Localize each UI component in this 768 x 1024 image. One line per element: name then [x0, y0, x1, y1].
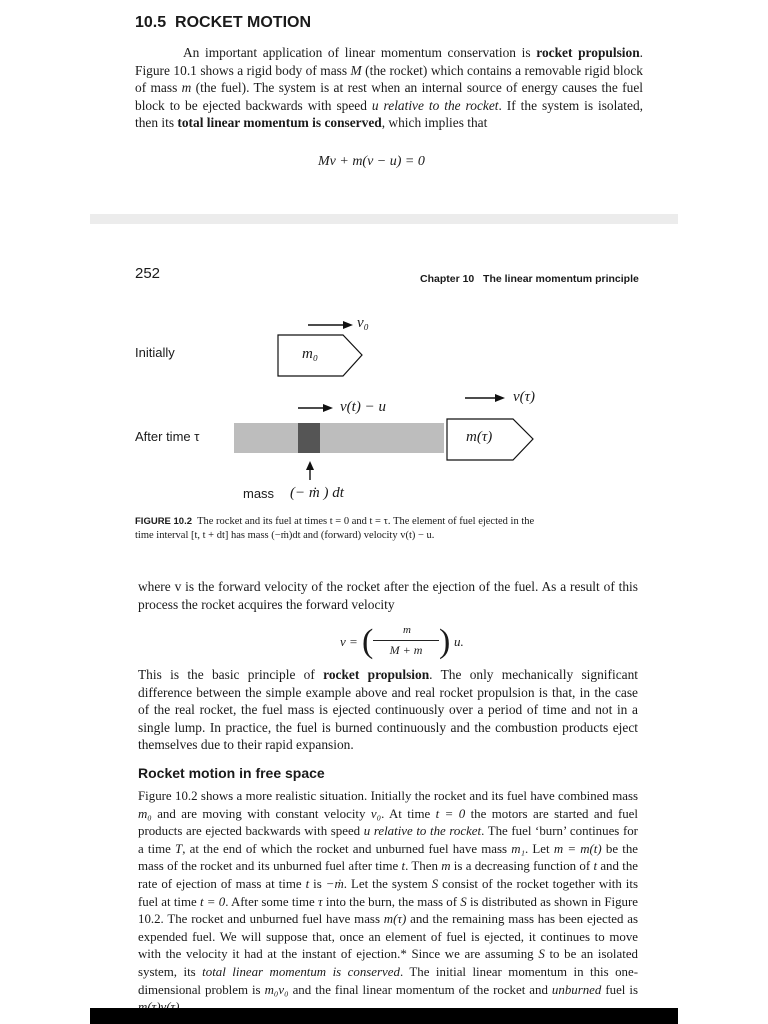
rocket-diagram	[0, 0, 768, 510]
bottom-bar	[90, 1008, 678, 1024]
velocity-arrow-rocket	[465, 394, 505, 402]
equation-momentum: Mv + m(v − u) = 0	[318, 154, 425, 169]
fuel-element	[298, 423, 320, 453]
rocket-initial	[278, 335, 362, 376]
label-mass-expr: (− ṁ ) dt	[290, 485, 344, 501]
label-v0: v₀	[357, 315, 369, 331]
exhaust-band	[234, 423, 444, 453]
figure-caption: FIGURE 10.2 The rocket and its fuel at times t = 0 and t = τ. The element of fuel ejected in the time interval [t, t + dt] has mass (−ṁ)dt and (forward) velocity v(t) − u.	[135, 516, 535, 541]
subsection-title: Rocket motion in free space	[138, 765, 325, 781]
velocity-arrow-initial	[308, 321, 353, 329]
label-rocket-mass: m(τ)	[466, 429, 493, 445]
intro-paragraph: An important application of linear momentum conservation is rocket propulsion. Figure 10.1 shows a rigid body of mass M (the rocket) which contains a removable rigid block of mass m (the fuel). The system is at rest when an internal source of energy causes the fuel block to be ejected backwards with speed u relative to the rocket. If the system is isolated, then its total linear momentum is conserved, which implies that	[135, 45, 643, 131]
label-initially: Initially	[135, 345, 175, 360]
rocket-figure	[0, 0, 768, 510]
page-number: 252	[135, 265, 161, 282]
paragraph-propulsion: This is the basic principle of rocket propulsion. The only mechanically significant difference between the simple example above and real rocket propulsion is that, in the case of the real rocket, the fuel mass is ejected continuously over a period of time and not in a single lump. In practice, the fuel is burned continuously and the combustion products eject themselves due to their rapid expansion.	[138, 667, 638, 753]
label-fuel-velocity: v(t) − u	[340, 399, 386, 415]
label-after-time: After time τ	[135, 429, 200, 444]
section-title: 10.5 ROCKET MOTION	[135, 14, 312, 31]
running-header: Chapter 10 The linear momentum principle	[420, 273, 639, 285]
mass-element-arrow	[306, 461, 314, 480]
paragraph-after-ejection: where v is the forward velocity of the rocket after the ejection of the fuel. As a result of this process the rocket acquires the forward velocity	[138, 579, 638, 612]
label-m0: m₀	[302, 346, 319, 362]
paragraph-free-space: Figure 10.2 shows a more realistic situation. Initially the rocket and its fuel have combined mass m₀ and are moving with constant velocity v₀. At time t = 0 the motors are started and fuel products are ejected backwards with speed u relative to the rocket. The fuel ‘burn’ continues for a time T, at the end of which the rocket and unburned fuel have mass m₁. Let m = m(t) be the mass of the rocket and its unburned fuel after time t. Then m is a decreasing function of t and the rate of ejection of mass at time t is −ṁ. Let the system S consist of the rocket together with its fuel at time t = 0. After some time τ into the burn, the mass of S is distributed as shown in Figure 10.2. The rocket and unburned fuel have mass m(τ) and the remaining mass has been ejected as expended fuel. We will suppose that, once an element of fuel is ejected, it continues to move with the velocity it had at the instant of ejection.* Since we are assuming S to be an isolated system, its total linear momentum is conserved. The initial linear momentum in this one-dimensional problem is m₀v₀ and the final linear momentum of the rocket and unburned fuel is	[138, 789, 638, 997]
label-rocket-velocity: v(τ)	[513, 389, 536, 405]
velocity-arrow-fuel	[298, 404, 333, 412]
label-mass: mass	[243, 486, 275, 501]
